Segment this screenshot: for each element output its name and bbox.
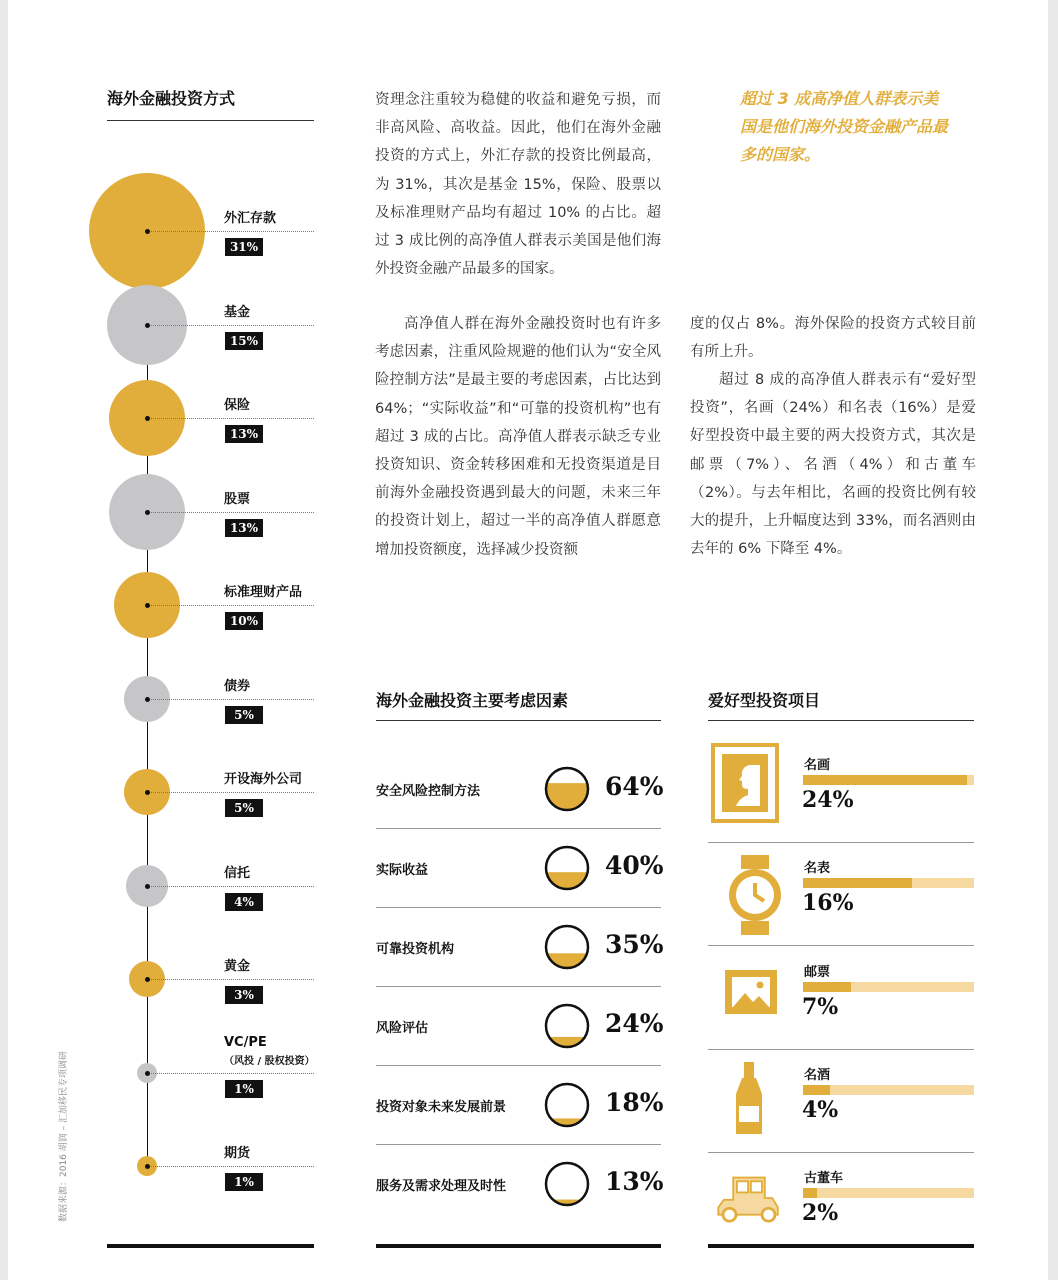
factor-divider (376, 1144, 661, 1145)
bubble-center-dot (145, 229, 150, 234)
stamp-icon (721, 962, 781, 1022)
leader-line (149, 512, 314, 513)
factor-percent: 64% (605, 772, 664, 801)
factor-label: 可靠投资机构 (376, 942, 455, 957)
hobby-title-rule (708, 720, 974, 721)
hobby-percent: 16% (802, 890, 854, 916)
factor-divider (376, 986, 661, 987)
hobby-bottom-rule (708, 1244, 974, 1248)
factor-fill-gauge (543, 1002, 591, 1050)
factors-title-rule (376, 720, 661, 721)
hobby-bar-fill (803, 982, 851, 992)
factor-fill-gauge (543, 844, 591, 892)
hobby-bar-fill (803, 775, 967, 785)
hobby-percent: 4% (802, 1097, 839, 1123)
factor-percent: 40% (605, 851, 664, 880)
factor-fill-gauge (543, 1081, 591, 1129)
bubble-center-dot (145, 1071, 150, 1076)
leader-line (149, 1073, 314, 1074)
method-percent-badge: 13% (225, 519, 263, 537)
leader-line (149, 325, 314, 326)
factor-label: 投资对象未来发展前景 (376, 1100, 507, 1115)
invest-methods-title: 海外金融投资方式 (107, 89, 236, 108)
page (8, 0, 1048, 1280)
body-paragraph-4: 超过 8 成的高净值人群表示有“爱好型投资”，名画（24%）和名表（16%）是爱好型投资中最主要的两大投资方式，其次是邮票（7%）、名酒（4%）和古董车（2%）。与去年相比，名画的投资比例有较大的提升，上升幅度达到 33%，而名酒则由去年的 6% 下降至 4%。 (690, 372, 976, 558)
factor-fill-gauge (543, 1160, 591, 1208)
method-label: 标准理财产品 (224, 585, 303, 600)
factor-percent: 13% (605, 1167, 664, 1196)
bubble-center-dot (145, 790, 150, 795)
method-percent-badge: 13% (225, 425, 263, 443)
hobby-bar-fill (803, 1188, 817, 1198)
hobby-label: 古董车 (804, 1171, 844, 1186)
pull-quote: 超过 3 成高净值人群表示美国是他们海外投资金融产品最多的国家。 (740, 89, 949, 164)
hobby-bar-fill (803, 1085, 830, 1095)
hobby-label: 名酒 (804, 1068, 831, 1083)
bubble-center-dot (145, 510, 150, 515)
method-label: 期货 (224, 1146, 251, 1161)
leader-line (149, 605, 314, 606)
factor-divider (376, 1065, 661, 1066)
method-label: 开设海外公司 (224, 772, 303, 787)
leader-line (149, 1166, 314, 1167)
method-percent-badge: 1% (225, 1173, 263, 1191)
bubble-center-dot (145, 884, 150, 889)
factor-label: 实际收益 (376, 863, 429, 878)
method-percent-badge: 31% (225, 238, 263, 256)
factors-title: 海外金融投资主要考虑因素 (376, 691, 569, 710)
leader-line (149, 231, 314, 232)
method-label: 信托 (224, 866, 251, 881)
factor-percent: 35% (605, 930, 664, 959)
hobby-percent: 2% (802, 1200, 839, 1226)
title-rule (107, 120, 314, 121)
factor-label: 服务及需求处理及时性 (376, 1179, 507, 1194)
vintage-car-icon (714, 1172, 784, 1224)
hobby-label: 名表 (804, 861, 831, 876)
method-label: VC/PE (224, 1035, 267, 1050)
factor-percent: 24% (605, 1009, 664, 1038)
hobby-percent: 24% (802, 787, 854, 813)
method-sublabel: （风投 / 股权投资） (224, 1056, 315, 1067)
factor-label: 风险评估 (376, 1021, 429, 1036)
wine-bottle-icon (734, 1062, 764, 1134)
hobby-divider (708, 1049, 974, 1050)
factor-fill-level (543, 783, 591, 810)
hobby-bar-track (803, 1188, 974, 1198)
method-label: 债券 (224, 679, 251, 694)
factor-label: 安全风险控制方法 (376, 784, 481, 799)
method-percent-badge: 5% (225, 799, 263, 817)
method-label: 黄金 (224, 959, 251, 974)
body-paragraph-3: 度的仅占 8%。海外保险的投资方式较目前有所上升。 (690, 316, 976, 361)
method-percent-badge: 3% (225, 986, 263, 1004)
body-paragraph-2: 高净值人群在海外金融投资时也有许多考虑因素，注重风险规避的他们认为“安全风险控制方法”是最主要的考虑因素，占比达到 64%；“实际收益”和“可靠的投资机构”也有超过 3 成的占比。高净值人群表示缺乏专业投资知识、资金转移困难和无投资渠道是目前海外金融投资遇到最大的问题，未来三年的投资计划上，超过一半的高净值人群愿意增加投资额度，选择减少投资额 (375, 316, 661, 558)
hobby-label: 名画 (804, 758, 831, 773)
factor-divider (376, 907, 661, 908)
hobby-divider (708, 1152, 974, 1153)
method-label: 外汇存款 (224, 211, 277, 226)
factor-divider (376, 828, 661, 829)
hobby-divider (708, 945, 974, 946)
method-label: 基金 (224, 305, 251, 320)
hobby-title: 爱好型投资项目 (708, 691, 821, 710)
hobby-percent: 7% (802, 994, 839, 1020)
factor-fill-gauge (543, 923, 591, 971)
bubble-center-dot (145, 603, 150, 608)
factor-ring (546, 1163, 588, 1205)
body-paragraph-1: 资理念注重较为稳健的收益和避免亏损，而非高风险、高收益。因此，他们在海外金融投资的方式上，外汇存款的投资比例最高，为 31%，其次是基金 15%，保险、股票以及标准理财产品均有超过 10% 的占比。超过 3 成比例的高净值人群表示美国是他们海外投资金融产品最多的国家。 (375, 92, 661, 278)
bubble-center-dot (145, 416, 150, 421)
method-percent-badge: 5% (225, 706, 263, 724)
bubble-center-dot (145, 697, 150, 702)
bubble-center-dot (145, 323, 150, 328)
hobby-divider (708, 842, 974, 843)
method-percent-badge: 15% (225, 332, 263, 350)
leader-line (149, 792, 314, 793)
method-percent-badge: 4% (225, 893, 263, 911)
bubble-center-dot (145, 977, 150, 982)
method-label: 保险 (224, 398, 251, 413)
watch-icon (721, 855, 789, 935)
leader-line (149, 418, 314, 419)
bubble-center-dot (145, 1164, 150, 1169)
data-source: 数据来源：2016 胡润 – 汇加移民专项调研 (59, 1051, 69, 1222)
leader-line (149, 699, 314, 700)
factor-fill-gauge (543, 765, 591, 813)
factor-percent: 18% (605, 1088, 664, 1117)
hobby-bar-fill (803, 878, 912, 888)
factors-bottom-rule (376, 1244, 661, 1248)
method-label: 股票 (224, 492, 251, 507)
portrait-frame-icon (711, 743, 779, 823)
method-percent-badge: 1% (225, 1080, 263, 1098)
method-percent-badge: 10% (225, 612, 263, 630)
hobby-label: 邮票 (804, 965, 831, 980)
bottom-rule (107, 1244, 314, 1248)
leader-line (149, 979, 314, 980)
leader-line (149, 886, 314, 887)
